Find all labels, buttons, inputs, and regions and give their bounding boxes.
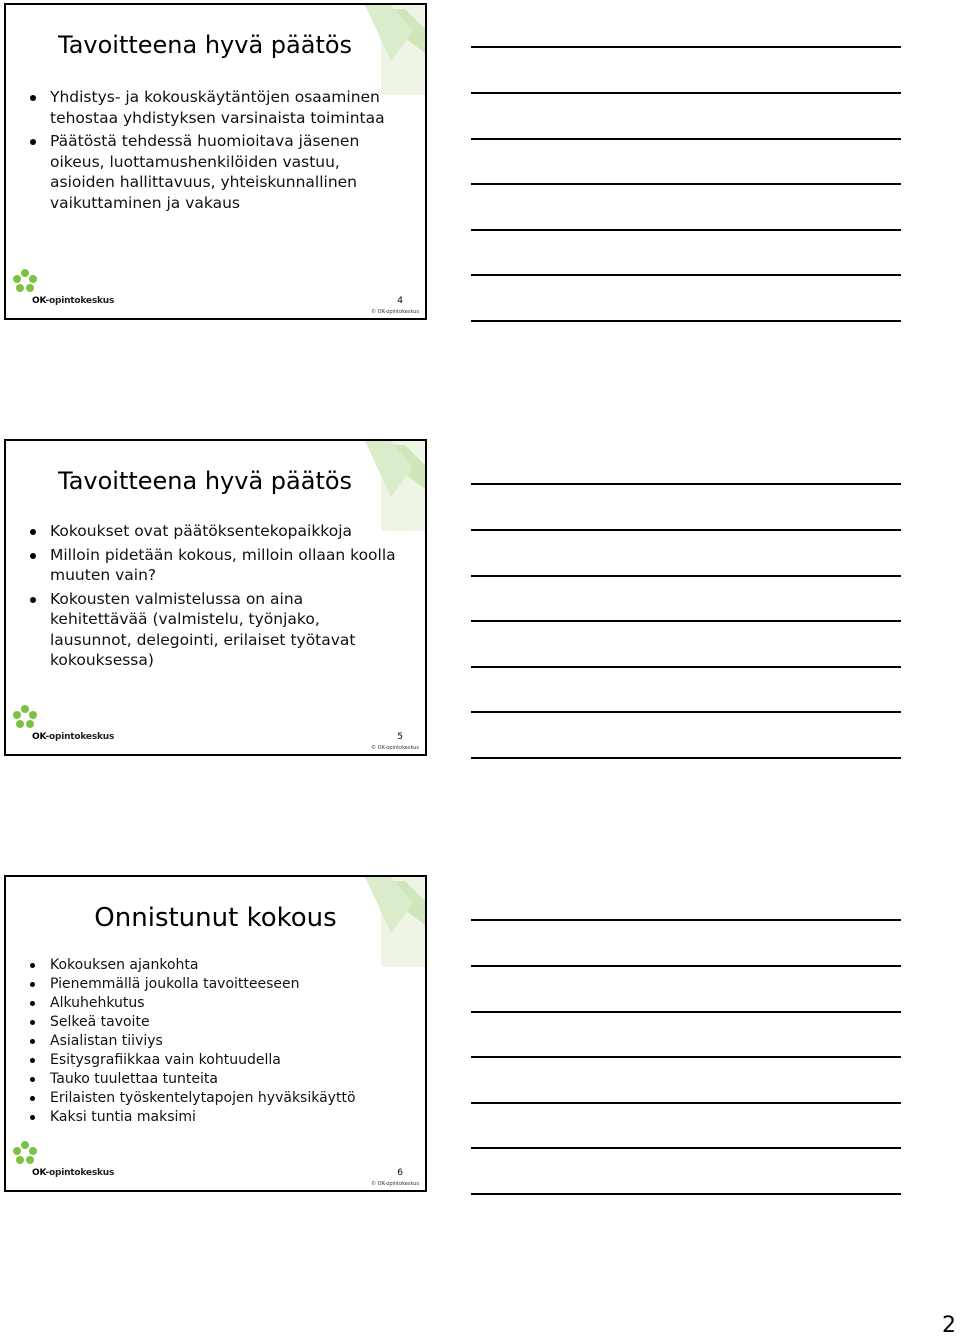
flower-logo-icon [12,268,38,294]
notes-line [471,1193,901,1195]
logo-ok-text: OK [32,296,46,306]
bullet-item: Kokouksen ajankohta [28,956,405,975]
notes-line [471,1056,901,1058]
notes-line [471,529,901,531]
copyright: © OK-opintokeskus [371,1181,419,1187]
bullet-item: Tauko tuulettaa tunteita [28,1070,405,1089]
notes-line [471,711,901,713]
bullet-item: Pienemmällä joukolla tavoitteeseen [28,975,405,994]
notes-line [471,1011,901,1013]
slide-number: 4 [397,296,403,306]
notes-line [471,620,901,622]
notes-line [471,483,901,485]
slide-title: Tavoitteena hyvä päätös [58,467,353,495]
ok-opintokeskus-logo [12,268,115,306]
logo-ok-text: OK [32,1168,46,1178]
bullet-list [28,521,405,674]
flower-logo-icon [12,704,38,730]
notes-line [471,92,901,94]
flower-logo-icon [12,1140,38,1166]
notes-line [471,919,901,921]
slide-title: Tavoitteena hyvä päätös [58,31,353,59]
bullet-item: Päätöstä tehdessä huomioitava jäsenen oikeus, luottamushenkilöiden vastuu, asioiden hallittavuus, yhteiskunnallinen vaikuttaminen ja vakaus [28,131,405,213]
notes-line [471,229,901,231]
bullet-item: Kokousten valmistelussa on aina kehitettävää (valmistelu, työnjako, lausunnot, delegointi, erilaiset työtavat kokouksessa) [28,589,405,671]
notes-line [471,320,901,322]
page-number: 2 [942,1313,956,1338]
notes-line [471,666,901,668]
bullet-list [28,956,405,1127]
bullet-item: Kaksi tuntia maksimi [28,1108,405,1127]
notes-line [471,274,901,276]
slide-title: Onnistunut kokous [94,903,337,933]
slide-number: 6 [397,1168,403,1178]
bullet-item: Erilaisten työskentelytapojen hyväksikäyttö [28,1089,405,1108]
notes-line [471,1102,901,1104]
notes-line [471,138,901,140]
logo-rest-text: -opintokeskus [45,1168,115,1178]
notes-line [471,183,901,185]
bullet-item: Selkeä tavoite [28,1013,405,1032]
bullet-item: Yhdistys- ja kokouskäytäntöjen osaaminen tehostaa yhdistyksen varsinaista toimintaa [28,87,405,128]
slide-4 [4,3,427,320]
slide-6 [4,875,427,1192]
bullet-item: Alkuhehkutus [28,994,405,1013]
slide-number: 5 [397,732,403,742]
notes-line [471,46,901,48]
bullet-list [28,87,405,216]
logo-rest-text: -opintokeskus [45,732,115,742]
bullet-item: Esitysgrafiikkaa vain kohtuudella [28,1051,405,1070]
notes-line [471,757,901,759]
notes-line [471,575,901,577]
copyright: © OK-opintokeskus [371,745,419,751]
copyright: © OK-opintokeskus [371,309,419,315]
bullet-item: Milloin pidetään kokous, milloin ollaan koolla muuten vain? [28,545,405,586]
logo-ok-text: OK [32,732,46,742]
slide-5 [4,439,427,756]
logo-rest-text: -opintokeskus [45,296,115,306]
ok-opintokeskus-logo [12,704,115,742]
ok-opintokeskus-logo [12,1140,115,1178]
bullet-item: Asialistan tiiviys [28,1032,405,1051]
notes-line [471,965,901,967]
notes-line [471,1147,901,1149]
bullet-item: Kokoukset ovat päätöksentekopaikkoja [28,521,405,542]
